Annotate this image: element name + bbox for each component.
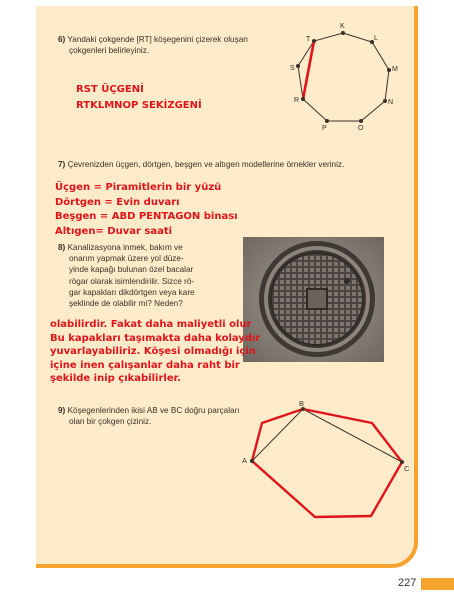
drawn-polygon (252, 409, 402, 517)
label-r: R (294, 97, 300, 104)
manhole-illustration (243, 237, 384, 362)
label-o: O (358, 125, 364, 132)
label-b: B (299, 399, 305, 408)
label-l: L (374, 35, 378, 42)
question-8-line2: onarım yapmak üzere yol düze- (69, 254, 184, 264)
label-p: P (322, 125, 327, 132)
answer-triangle: RST ÜÇGENİ (76, 84, 144, 95)
question-8-line4: rögar olarak isimlendirilir. Sizce rö- (69, 276, 195, 286)
question-6-line1: Yandaki çokgende [RT] köşegenini çizerek oluşan (67, 35, 248, 44)
question-7-text: Çevrenizden üçgen, dörtgen, beşgen ve altıgen modellerine örnekler veriniz. (67, 160, 345, 169)
question-8-line5: gar kapakları dikdörtgen veya kare (69, 287, 195, 297)
answer-octagon: RTKLMNOP SEKİZGENİ (76, 100, 202, 111)
manhole-cover-photo (243, 237, 384, 362)
vertex-a (250, 459, 254, 463)
answer-hexagon-example: Altıgen= Duvar saati (55, 225, 173, 237)
vertex-s (296, 64, 300, 68)
vertex-o (359, 119, 363, 123)
question-9-number: 9) (58, 406, 66, 415)
question-6-line2: çokgenleri belirleyiniz. (69, 46, 150, 55)
label-m: M (392, 66, 398, 73)
page-number-bar (421, 578, 454, 590)
question-8-line3: yinde kapağı bulunan özel bacalar (69, 265, 194, 275)
question-9 (58, 405, 240, 427)
vertex-k (341, 31, 345, 35)
label-s: S (290, 65, 295, 72)
nonagon-outline (298, 33, 389, 121)
question-6-number: 6) (58, 35, 66, 44)
label-n: N (388, 99, 394, 106)
answer-line-3: yuvarlayabiliriz. Köşesi olmadığı için (50, 346, 256, 357)
question-8-line6: şeklinde de olabilir mi? Neden? (69, 299, 183, 309)
vertex-n (383, 99, 387, 103)
answer-triangle-example: Üçgen = Piramitlerin bir yüzü (55, 182, 222, 193)
question-7-answers (55, 181, 238, 239)
label-k: K (340, 23, 345, 30)
answer-pentagon-example: Beşgen = ABD PENTAGON binası (55, 211, 238, 222)
vertex-m (387, 68, 391, 72)
answer-line-4: içine inen çalışanlar daha raht bir (50, 359, 240, 371)
question-7-number: 7) (58, 160, 66, 169)
answer-line-2: Bu kapakları taşımakta daha kolaydır (50, 332, 261, 344)
label-t: T (306, 36, 311, 43)
page-number: 227 (398, 577, 417, 589)
question-7 (58, 159, 344, 170)
answer-line-1: olabilirdir. Fakat daha maliyetli olur (50, 319, 252, 330)
question-8-line1: Kanalizasyona inmek, bakım ve (67, 243, 183, 252)
answer-line-5: şekilde inip çıkabilirler. (50, 373, 181, 384)
vertex-t (312, 39, 316, 43)
label-c: C (404, 464, 410, 473)
question-8-number: 8) (58, 243, 66, 252)
vertex-r (301, 97, 305, 101)
question-8 (58, 242, 195, 309)
vertex-p (325, 119, 329, 123)
diagonals-ab-bc (252, 409, 402, 462)
question-9-line1: Köşegenlerinden ikisi AB ve BC doğru parçaları (67, 406, 240, 415)
label-a: A (242, 456, 248, 465)
answer-quadrilateral-example: Dörtgen = Evin duvarı (55, 196, 180, 208)
question-8-answer (50, 318, 260, 386)
question-9-line2: olan bir çokgen çiziniz. (69, 417, 152, 426)
